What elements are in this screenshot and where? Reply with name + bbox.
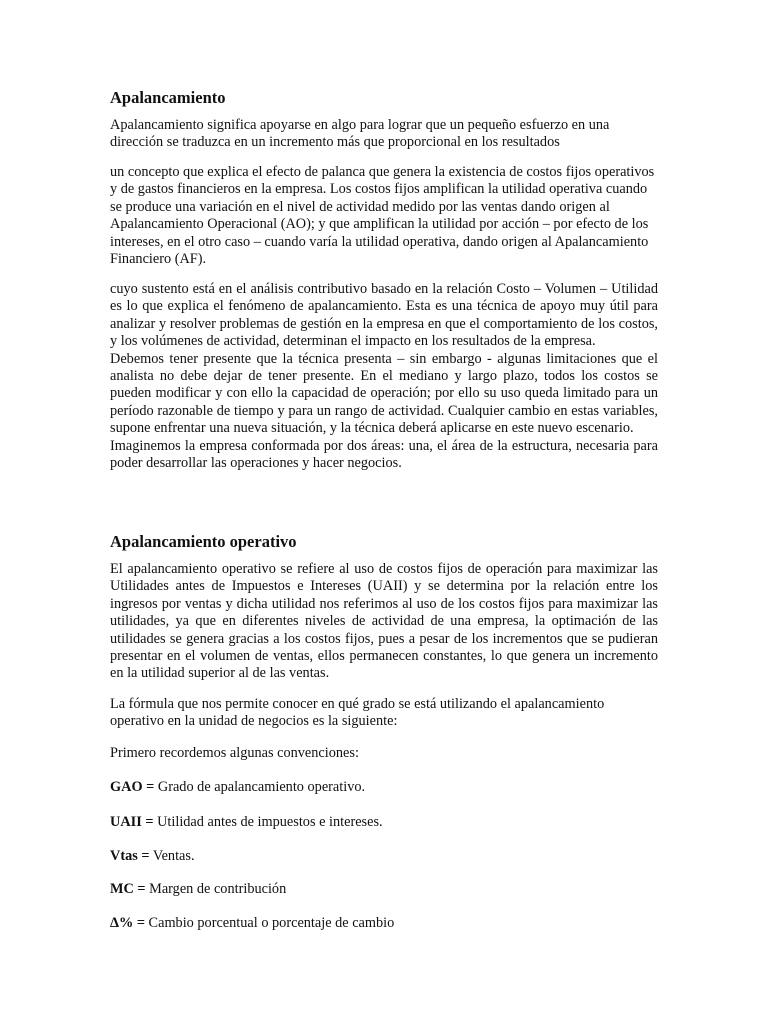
definition-text: Grado de apalancamiento operativo.	[154, 779, 366, 795]
paragraph-concept: un concepto que explica el efecto de palanca que genera la existencia de costos fijos operativos y de gastos financieros en la empresa. Los costos fijos amplifican la utilidad operativa cuando se produce una variación en el nivel de actividad medido por las ventas dando origen al Apalancamiento Operacional (AO); y que amplifican la utilidad por acción – por efecto de los intereses, en el otro caso – cuando varía la utilidad operativa, dando origen al Apalancamiento Financiero (AF).	[110, 164, 655, 268]
definition-mc	[110, 881, 286, 898]
definition-gao	[110, 779, 365, 796]
definition-term: GAO =	[110, 779, 155, 795]
definition-delta	[110, 915, 394, 932]
definition-term: Δ% =	[110, 915, 145, 931]
section-title-apalancamiento: Apalancamiento	[110, 88, 226, 107]
definition-text: Ventas.	[149, 848, 195, 864]
paragraph-sustento: cuyo sustento está en el análisis contributivo basado en la relación Costo – Volumen – Utilidad es lo que explica el fenómeno de apalancamiento. Esta es una técnica de apoyo muy útil para analizar y resolver problemas de gestión en la empresa en que el comportamiento de los costos, y los volúmenes de actividad, determinan el impacto en los resultados de la empresa.	[110, 281, 658, 350]
definition-term: Vtas =	[110, 848, 150, 864]
definition-term: MC =	[110, 881, 146, 897]
paragraph-block-analysis	[110, 281, 658, 472]
definition-vtas	[110, 848, 195, 865]
definition-uaii	[110, 814, 383, 831]
paragraph-operativo: El apalancamiento operativo se refiere al uso de costos fijos de operación para maximizar las Utilidades antes de Impuestos e Intereses (UAII) y se determina por la relación entre los ingresos por ventas y dicha utilidad nos referimos al uso de los costos fijos para maximizar las utilidades, ya que en diferentes niveles de actividad de una empresa, la optimación de las utilidades se genera gracias a los costos fijos, pues a pesar de los incrementos que se pudieran presentar en el volumen de ventas, ellos permanecen constantes, lo que genera un incremento en la utilidad superior al de las ventas.	[110, 561, 658, 682]
definition-text: Margen de contribución	[145, 881, 287, 897]
paragraph-convenciones: Primero recordemos algunas convenciones:	[110, 745, 359, 761]
definition-term: UAII =	[110, 814, 154, 830]
paragraph-definition: Apalancamiento significa apoyarse en algo para lograr que un pequeño esfuerzo en una dirección se traduzca en un incremento más que proporcional en los resultados	[110, 117, 610, 151]
paragraph-imaginemos: Imaginemos la empresa conformada por dos áreas: una, el área de la estructura, necesaria para poder desarrollar las operaciones y hacer negocios.	[110, 437, 658, 472]
paragraph-formula-intro: La fórmula que nos permite conocer en qué grado se está utilizando el apalancamiento operativo en la unidad de negocios es la siguiente:	[110, 696, 605, 730]
definition-text: Cambio porcentual o porcentaje de cambio	[144, 915, 395, 931]
paragraph-limitaciones: Debemos tener presente que la técnica presenta – sin embargo - algunas limitaciones que el analista no debe dejar de tener presente. En el mediano y largo plazo, todos los costos se pueden modificar y con ello la capacidad de operación; por ello su uso queda limitado para un período razonable de tiempo y para un rango de actividad. Cualquier cambio en estas variables, supone enfrentar una nueva situación, y la técnica deberá aplicarse en este nuevo escenario.	[110, 350, 658, 437]
section-title-apalancamiento-operativo: Apalancamiento operativo	[110, 532, 297, 551]
definition-text: Utilidad antes de impuestos e intereses.	[153, 814, 383, 830]
